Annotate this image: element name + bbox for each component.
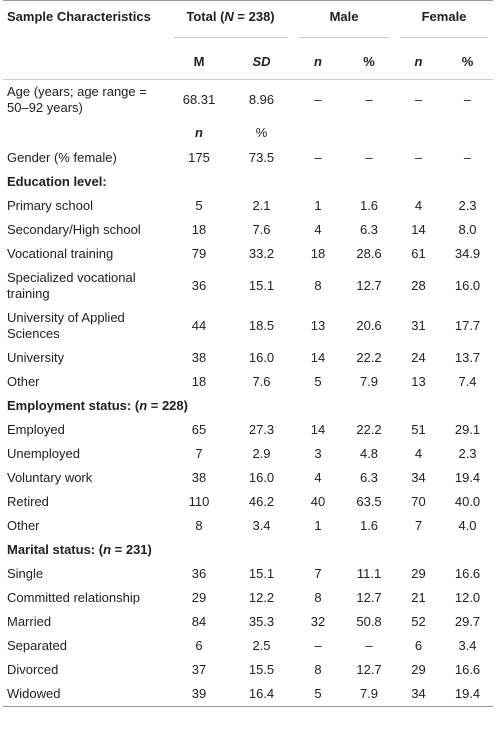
cell-total-pct: 46.2 <box>248 494 275 509</box>
row-label: University of Applied Sciences <box>7 310 125 341</box>
row-label: University <box>7 350 65 365</box>
table-row <box>3 610 493 634</box>
cell-female-pct: 17.7 <box>454 318 481 333</box>
cell-male-n: 4 <box>314 222 322 237</box>
cell-male-n: 8 <box>314 590 322 605</box>
cell-male-n: 1 <box>314 198 322 213</box>
cell-male-n: 3 <box>314 446 322 461</box>
cell-total-n: 36 <box>191 278 207 293</box>
cell-male-pct: 12.7 <box>356 590 382 605</box>
cell-male-pct: 11.1 <box>356 566 382 581</box>
header-sample-characteristics: Sample Characteristics <box>3 1 168 46</box>
table-row <box>3 634 493 658</box>
cell-male-pct: 12.7 <box>356 662 382 677</box>
cell-male-pct: 1.6 <box>359 198 379 213</box>
cell-total-pct: 2.5 <box>252 638 271 653</box>
cell-total-pct: 16.4 <box>230 682 293 707</box>
cell-total-pct: 15.1 <box>248 566 275 581</box>
table-row <box>3 442 493 466</box>
cell-female-n: 24 <box>411 350 426 365</box>
cell-female-pct: 2.3 <box>458 198 477 213</box>
cell-male-pct: 6.3 <box>359 470 379 485</box>
cell-total-n: 6 <box>195 638 203 653</box>
cell-total-pct: 3.4 <box>252 518 271 533</box>
table-row <box>3 586 493 610</box>
cell-total-pct: 73.5 <box>248 150 275 165</box>
cell-total-pct: 35.3 <box>248 614 275 629</box>
cell-female-pct: 29.1 <box>454 422 481 437</box>
cell-pct-label: % <box>255 125 268 140</box>
cell-total-n: 38 <box>191 350 207 365</box>
cell-female-pct: – <box>463 150 472 165</box>
cell-female-n: 34 <box>411 470 426 485</box>
subheader-female-n: n <box>395 45 442 80</box>
cell-male-n: 1 <box>314 518 322 533</box>
cell-female-pct: 34.9 <box>454 246 481 261</box>
cell-total-n: 84 <box>191 614 207 629</box>
cell-total-n: 110 <box>188 494 210 509</box>
cell-total-m: 68.31 <box>182 92 216 107</box>
row-label: Separated <box>7 638 67 653</box>
cell-female-pct: 3.4 <box>458 638 477 653</box>
cell-male-n: – <box>314 150 322 165</box>
cell-female-n: 7 <box>414 518 423 533</box>
row-label: Primary school <box>7 198 93 213</box>
row-label: Vocational training <box>7 246 114 261</box>
row-label: Gender (% female) <box>7 150 117 165</box>
row-label-blank <box>3 120 168 146</box>
cell-male-n: 32 <box>310 614 326 629</box>
cell-total-n: 39 <box>168 682 230 707</box>
cell-female-n: 28 <box>411 278 426 293</box>
section-education-level <box>3 170 493 194</box>
table-row <box>3 562 493 586</box>
cell-total-n: 79 <box>191 246 207 261</box>
cell-female-pct: 16.6 <box>454 566 481 581</box>
table-row <box>3 242 493 266</box>
cell-male-n: 5 <box>314 374 322 389</box>
cell-total-n: 65 <box>191 422 207 437</box>
subheader-male-pct: % <box>343 45 395 80</box>
cell-blank <box>395 120 442 146</box>
cell-total-pct: 18.5 <box>248 318 275 333</box>
cell-blank <box>442 120 493 146</box>
cell-female-n: 61 <box>411 246 426 261</box>
cell-total-pct: 12.2 <box>248 590 275 605</box>
row-label: Married <box>7 614 52 629</box>
table-row-n-pct-header <box>3 120 493 146</box>
cell-female-pct: 29.7 <box>454 614 481 629</box>
cell-male-n: – <box>314 92 322 107</box>
row-label: Age (years; age range = 50–92 years) <box>7 84 147 115</box>
cell-male-pct: 20.6 <box>356 318 382 333</box>
cell-total-n: 7 <box>195 446 203 461</box>
cell-male-n: 4 <box>314 470 322 485</box>
cell-total-sd: 8.96 <box>248 92 275 107</box>
cell-female-n: 51 <box>411 422 426 437</box>
employment-rows <box>3 418 493 538</box>
table-row <box>3 306 493 346</box>
table-row <box>3 490 493 514</box>
cell-blank <box>343 120 395 146</box>
header-female: Female <box>395 1 493 46</box>
cell-total-pct: 2.1 <box>252 198 271 213</box>
subheader-sd: SD <box>230 45 293 80</box>
cell-male-pct: 7.9 <box>343 682 395 707</box>
cell-total-n: 38 <box>191 470 207 485</box>
cell-female-pct: 12.0 <box>454 590 481 605</box>
header-male: Male <box>293 1 395 46</box>
cell-female-pct: – <box>463 92 472 107</box>
cell-male-pct: 22.2 <box>356 422 382 437</box>
cell-female-pct: 40.0 <box>454 494 481 509</box>
cell-total-n: 175 <box>188 150 210 165</box>
cell-female-n: 13 <box>411 374 426 389</box>
cell-female-pct: 19.4 <box>454 470 481 485</box>
cell-total-pct: 16.0 <box>248 470 275 485</box>
row-label: Other <box>7 518 40 533</box>
subheader-row <box>3 45 493 80</box>
table-row <box>3 658 493 682</box>
cell-male-pct: 63.5 <box>356 494 382 509</box>
cell-male-pct: – <box>365 150 373 165</box>
table-row <box>3 466 493 490</box>
cell-male-n: 18 <box>310 246 326 261</box>
row-label: Voluntary work <box>7 470 93 485</box>
subheader-blank <box>3 45 168 80</box>
cell-total-n: 36 <box>191 566 207 581</box>
row-label: Unemployed <box>7 446 80 461</box>
row-label: Employed <box>7 422 65 437</box>
cell-female-n: 70 <box>411 494 426 509</box>
cell-female-n: 6 <box>414 638 423 653</box>
cell-male-n: 13 <box>310 318 326 333</box>
cell-female-n: – <box>414 150 423 165</box>
cell-total-n: 18 <box>191 374 207 389</box>
cell-total-pct: 33.2 <box>248 246 275 261</box>
cell-total-pct: 7.6 <box>252 374 271 389</box>
cell-blank <box>293 120 343 146</box>
subheader-female-pct: % <box>442 45 493 80</box>
table-row <box>3 418 493 442</box>
section-title: Marital status: (n = 231) <box>7 542 152 557</box>
row-label: Committed relationship <box>7 590 140 605</box>
cell-male-n: 8 <box>314 278 322 293</box>
cell-male-pct: 50.8 <box>356 614 382 629</box>
cell-female-pct: 7.4 <box>458 374 477 389</box>
row-label: Other <box>7 374 40 389</box>
cell-male-pct: 12.7 <box>356 278 382 293</box>
cell-male-n: 14 <box>310 350 326 365</box>
cell-male-pct: – <box>365 638 373 653</box>
table-row-gender <box>3 146 493 170</box>
table-row <box>3 194 493 218</box>
row-label: Specialized vocational training <box>7 270 136 301</box>
cell-male-n: 5 <box>293 682 343 707</box>
cell-male-pct: 28.6 <box>356 246 382 261</box>
row-label: Retired <box>7 494 49 509</box>
section-marital-status <box>3 538 493 562</box>
table-row <box>3 218 493 242</box>
section-employment-status <box>3 394 493 418</box>
table-row <box>3 514 493 538</box>
cell-male-n: 7 <box>314 566 322 581</box>
table-row <box>3 682 493 707</box>
cell-female-n: – <box>414 92 423 107</box>
cell-total-n: 5 <box>195 198 203 213</box>
section-title: Employment status: (n = 228) <box>7 398 188 413</box>
cell-total-pct: 2.9 <box>252 446 271 461</box>
cell-female-n: 29 <box>411 566 426 581</box>
table-row <box>3 370 493 394</box>
cell-female-pct: 2.3 <box>458 446 477 461</box>
cell-male-n: – <box>314 638 322 653</box>
cell-male-pct: 6.3 <box>359 222 379 237</box>
cell-female-pct: 13.7 <box>454 350 481 365</box>
cell-female-n: 52 <box>411 614 426 629</box>
cell-female-n: 34 <box>395 682 442 707</box>
cell-total-n: 44 <box>191 318 207 333</box>
cell-total-pct: 16.0 <box>248 350 275 365</box>
table-row-age <box>3 80 493 121</box>
cell-female-n: 31 <box>411 318 426 333</box>
cell-total-pct: 7.6 <box>252 222 271 237</box>
cell-male-pct: 7.9 <box>359 374 379 389</box>
cell-male-pct: 22.2 <box>356 350 382 365</box>
cell-total-n: 8 <box>195 518 203 533</box>
cell-male-n: 40 <box>310 494 326 509</box>
cell-total-pct: 15.5 <box>248 662 275 677</box>
cell-female-pct: 8.0 <box>458 222 477 237</box>
cell-male-n: 14 <box>310 422 326 437</box>
header-total: Total (N = 238) <box>168 1 293 46</box>
cell-female-n: 4 <box>414 446 423 461</box>
cell-female-n: 29 <box>411 662 426 677</box>
education-rows <box>3 194 493 394</box>
row-label: Single <box>7 566 44 581</box>
cell-total-pct: 27.3 <box>248 422 275 437</box>
section-title: Education level: <box>7 174 107 189</box>
cell-male-n: 8 <box>314 662 322 677</box>
cell-male-pct: 1.6 <box>359 518 379 533</box>
marital-rows <box>3 562 493 707</box>
subheader-male-n: n <box>293 45 343 80</box>
row-label: Secondary/High school <box>7 222 141 237</box>
sample-characteristics-table <box>3 0 493 707</box>
cell-female-n: 14 <box>411 222 426 237</box>
cell-n-label: n <box>195 125 203 140</box>
cell-male-pct: – <box>365 92 373 107</box>
cell-total-n: 18 <box>191 222 207 237</box>
cell-total-n: 29 <box>191 590 207 605</box>
table-row <box>3 266 493 306</box>
cell-total-pct: 15.1 <box>248 278 275 293</box>
header-row <box>3 1 493 46</box>
row-label: Divorced <box>7 662 59 677</box>
subheader-m: M <box>168 45 230 80</box>
row-label: Widowed <box>3 682 168 707</box>
cell-female-n: 21 <box>411 590 426 605</box>
cell-male-pct: 4.8 <box>359 446 379 461</box>
cell-female-n: 4 <box>414 198 423 213</box>
cell-female-pct: 4.0 <box>458 518 477 533</box>
cell-female-pct: 19.4 <box>442 682 493 707</box>
table-row <box>3 346 493 370</box>
cell-total-n: 37 <box>191 662 207 677</box>
cell-female-pct: 16.0 <box>454 278 481 293</box>
cell-female-pct: 16.6 <box>454 662 481 677</box>
